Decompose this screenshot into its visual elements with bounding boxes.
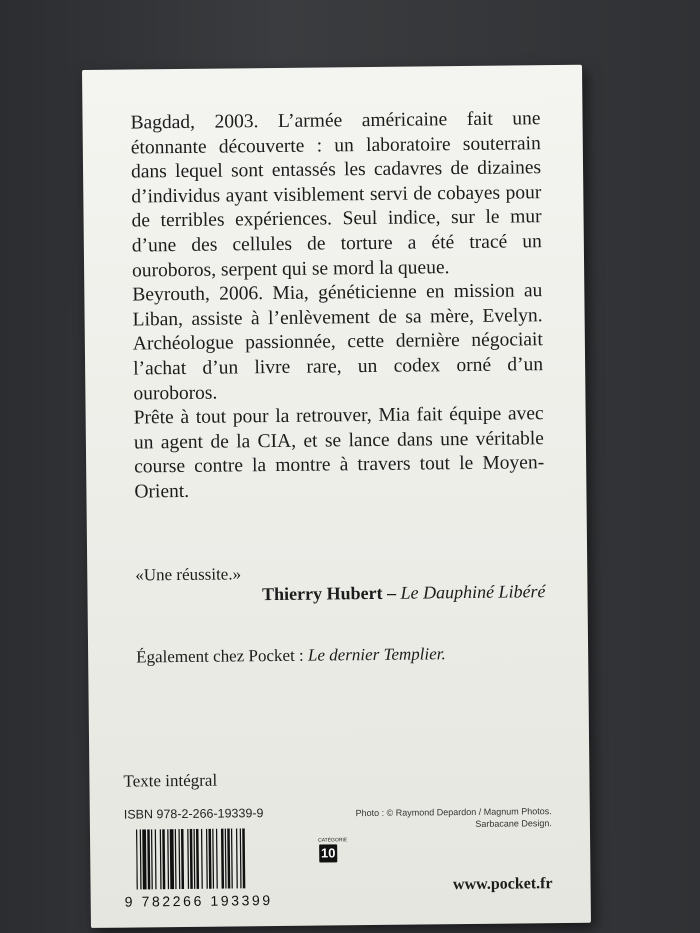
website-link[interactable]: www.pocket.fr — [452, 875, 553, 894]
synopsis-paragraph-3: Prête à tout pour la retrouver, Mia fait équipe avec un agent de la CIA, et se lance dans une véritable course contre la montre à travers tout le Moyen-Orient. — [133, 403, 545, 503]
credits — [336, 805, 552, 831]
barcode-bar — [151, 829, 153, 889]
barcode-bar — [167, 829, 169, 889]
synopsis-paragraph-1: Bagdad, 2003. L’armée américaine fait une étonnante découverte : un laboratoire souterrain dans lequel sont entassés les cadavres de dizaines d’individus ayant visiblement servi de cobayes pour de terribles expériences. Seul indice, sur le mur d’une des cellules de torture a été tracé un ouroboros, serpent qui se mord la queue. — [130, 108, 542, 282]
barcode-bar — [147, 829, 150, 889]
barcode-bar — [242, 828, 245, 888]
also-available-prefix: Également chez Pocket : — [136, 645, 304, 667]
review-author: Thierry Hubert – — [261, 582, 397, 605]
isbn: ISBN 978-2-266-19339-9 — [123, 806, 264, 822]
barcode-bar — [212, 829, 214, 889]
barcode-bar — [170, 829, 174, 889]
design-credit: Sarbacane Design. — [475, 818, 552, 829]
barcode-bar — [160, 829, 162, 889]
barcode-bar — [136, 829, 138, 889]
barcode-bar — [196, 829, 199, 889]
barcode-bar — [175, 829, 177, 889]
barcode-bar — [231, 828, 233, 888]
barcode-bar — [240, 828, 242, 888]
barcode-bar — [221, 829, 224, 889]
review-source: Le Dauphiné Libéré — [400, 581, 546, 603]
barcode-bar — [187, 829, 189, 889]
synopsis — [130, 107, 544, 505]
barcode-bar — [142, 829, 146, 889]
barcode-bar — [216, 829, 218, 889]
barcode-bar — [162, 829, 165, 889]
barcode-bar — [225, 829, 227, 889]
barcode-bar — [140, 829, 142, 889]
book-back-cover — [82, 65, 591, 928]
also-available — [136, 643, 546, 667]
category-label: CATÉGORIE — [318, 837, 348, 844]
barcode-bar — [181, 829, 184, 889]
barcode-bar — [227, 828, 230, 888]
barcode-bar — [208, 829, 211, 889]
synopsis-paragraph-2: Beyrouth, 2006. Mia, généticienne en mission au Liban, assiste à l’enlèvement de sa mère, Evelyn. Archéologue passionnée, cette dernière négociait l’achat d’un livre rare, un codex orné d’un ouroboros. — [132, 280, 544, 405]
barcode-bar — [201, 829, 203, 889]
full-text-label: Texte intégral — [123, 770, 218, 791]
barcode-bars-icon — [136, 828, 285, 892]
also-available-title: Le dernier Templier. — [307, 644, 446, 665]
barcode-bar — [190, 829, 193, 889]
review-quote: «Une réussite.» — [135, 564, 242, 585]
barcode-bar — [193, 829, 195, 889]
barcode — [124, 828, 285, 910]
review-attribution — [135, 581, 545, 606]
photo-credit: Photo : © Raymond Depardon / Magnum Photos. — [355, 806, 552, 819]
category-badge — [318, 837, 348, 862]
barcode-bar — [206, 829, 208, 889]
barcode-bar — [178, 829, 180, 889]
category-number: 10 — [319, 844, 337, 862]
barcode-bar — [236, 828, 238, 888]
barcode-bar — [155, 829, 157, 889]
barcode-digits: 9 782266 193399 — [124, 892, 273, 910]
